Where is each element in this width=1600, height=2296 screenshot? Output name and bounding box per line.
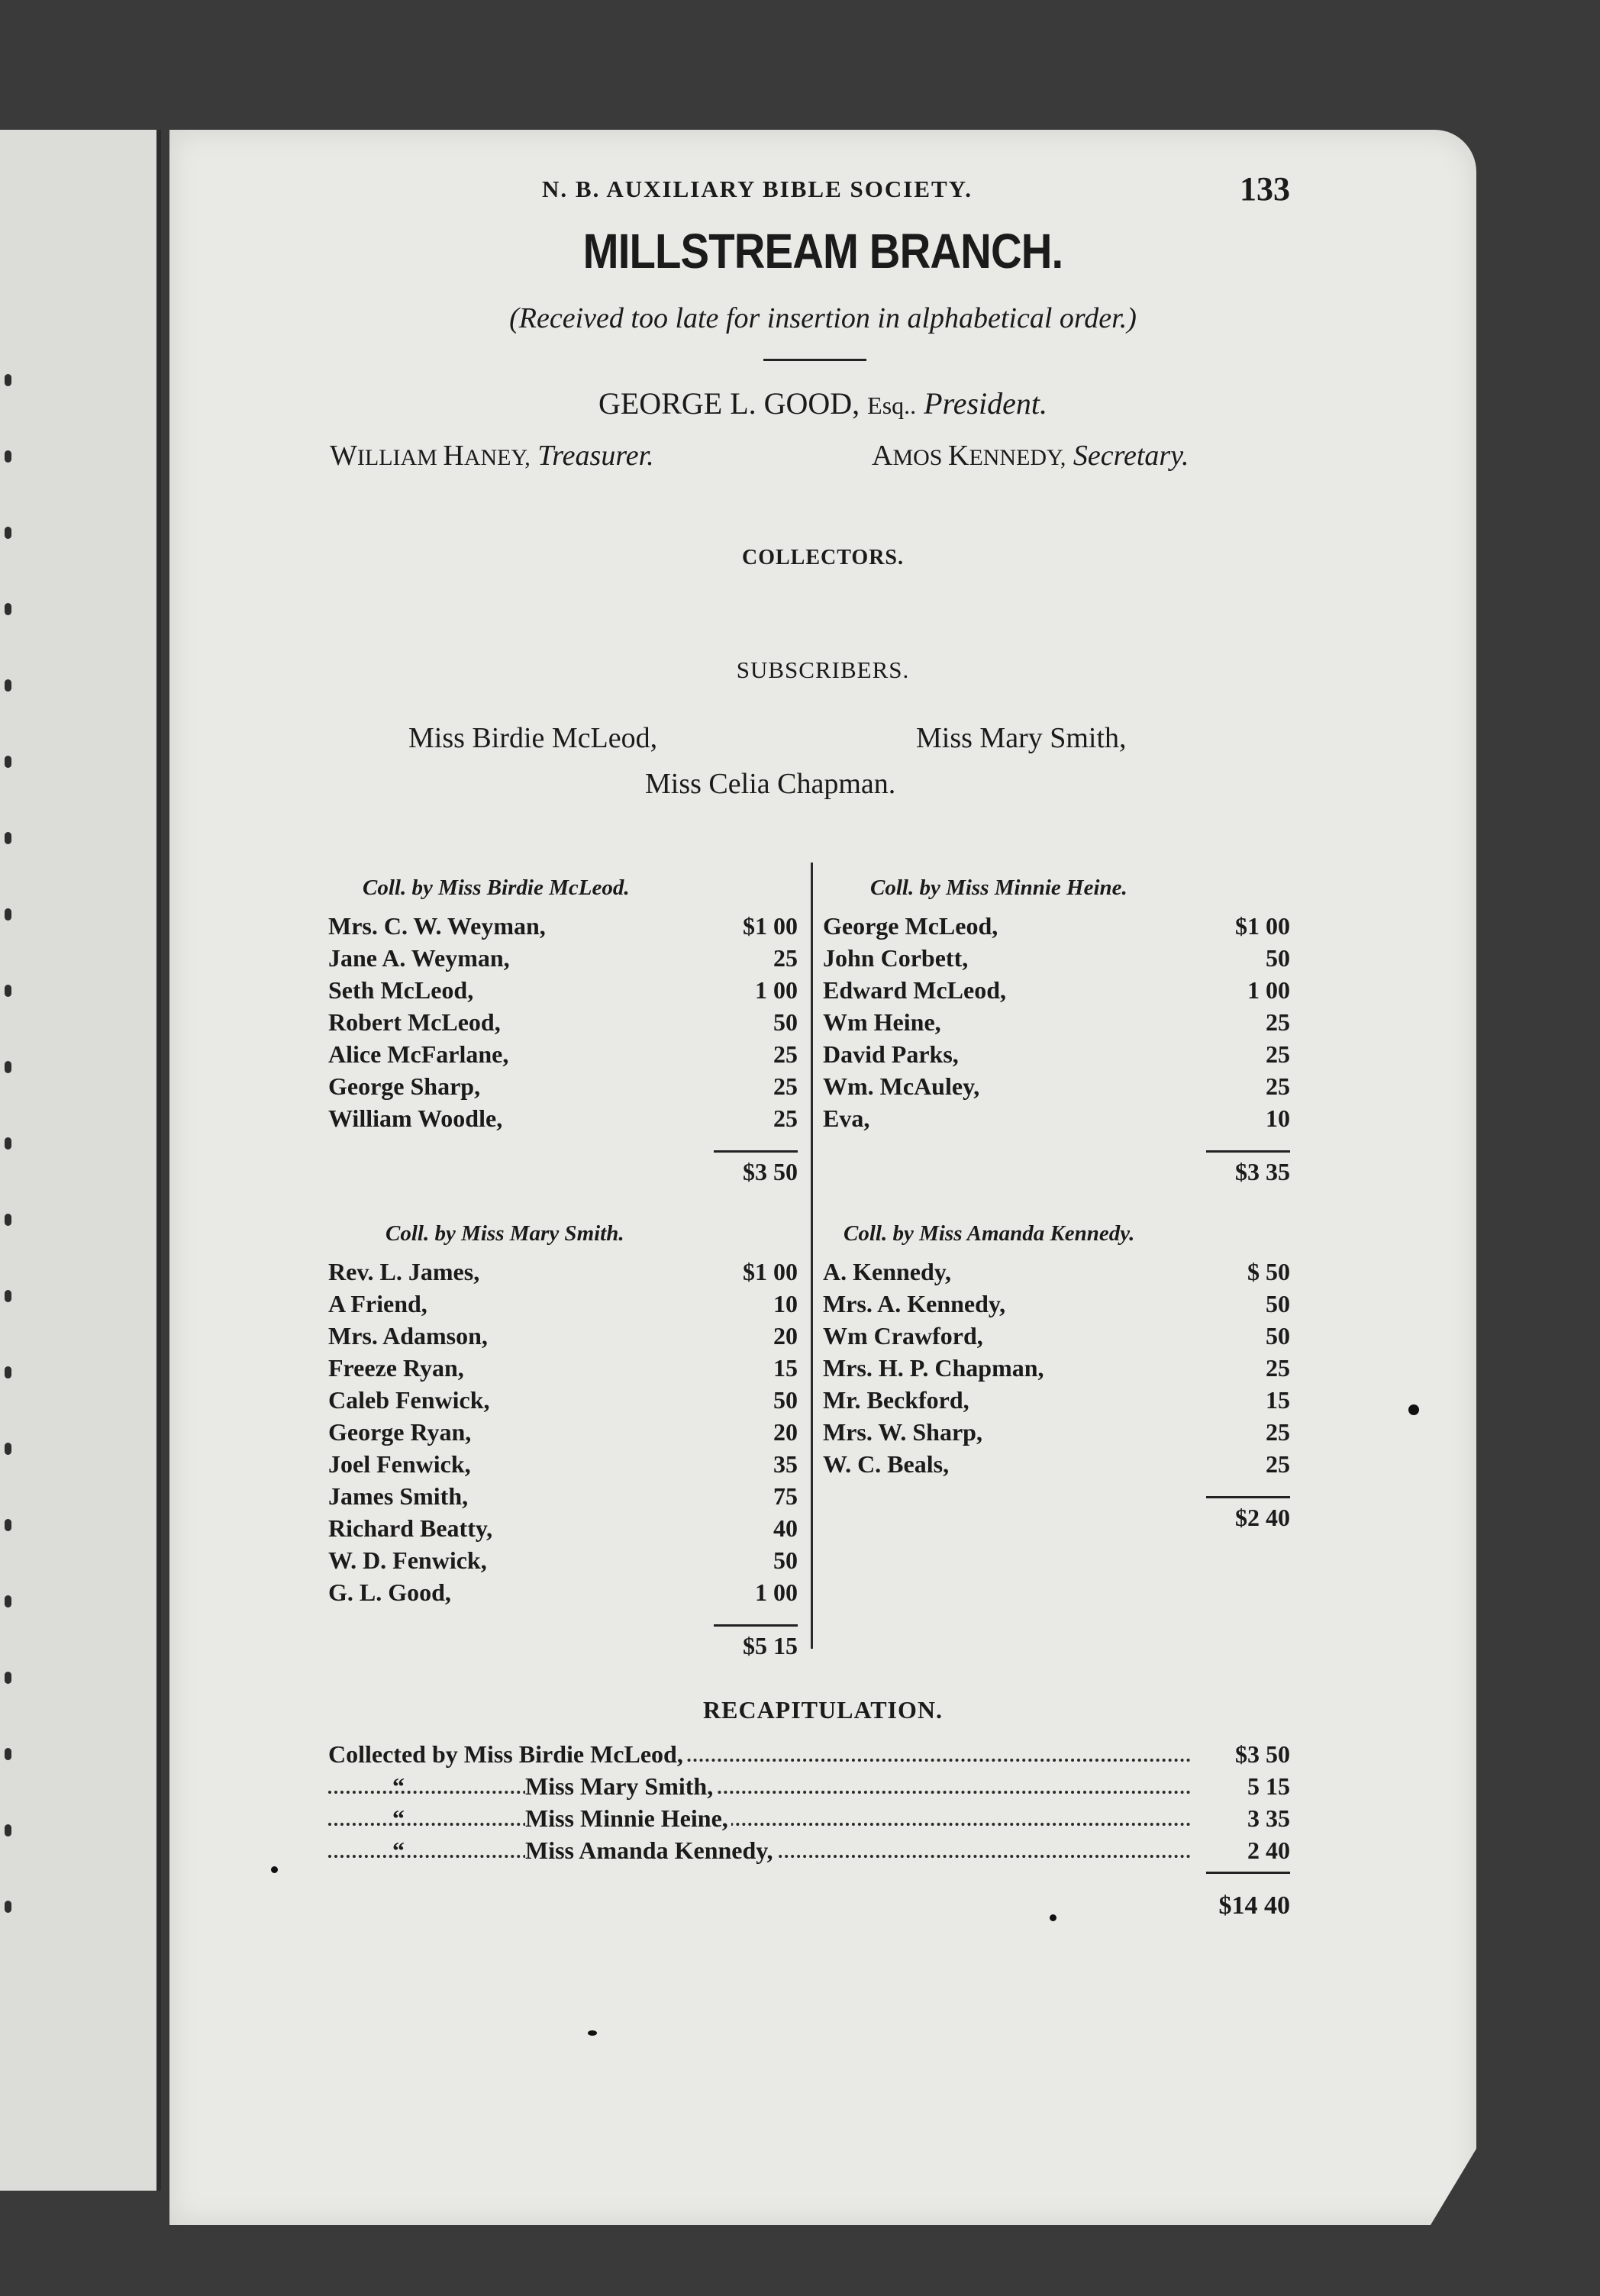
ledger-row bbox=[823, 1072, 1290, 1104]
subscriber-name: George Ryan, bbox=[328, 1418, 472, 1446]
ledger-row bbox=[823, 1322, 1290, 1354]
binding-hole bbox=[5, 1290, 11, 1302]
subscriber-amount: 50 bbox=[1266, 1322, 1290, 1350]
subscriber-amount: 50 bbox=[773, 1546, 798, 1574]
total-amount: $5 15 bbox=[743, 1632, 798, 1659]
ledger-row bbox=[328, 1040, 798, 1072]
treasurer-last-rest: ANEY, bbox=[463, 445, 531, 470]
subscriber-amount: 10 bbox=[773, 1290, 798, 1317]
subscriber-amount: 25 bbox=[1266, 1418, 1290, 1446]
ledger-row bbox=[328, 1514, 798, 1546]
binding-hole bbox=[5, 908, 11, 921]
subscriber-name: George Sharp, bbox=[328, 1072, 481, 1100]
group-heading: Coll. by Miss Amanda Kennedy. bbox=[844, 1221, 1135, 1246]
subscriber-amount: 1 00 bbox=[1247, 976, 1290, 1004]
ledger-row bbox=[823, 976, 1290, 1008]
page-title: MILLSTREAM BRANCH. bbox=[582, 224, 1063, 279]
subscriber-amount: 25 bbox=[773, 1104, 798, 1132]
subscriber-amount: 25 bbox=[1266, 1354, 1290, 1382]
ledger-row bbox=[823, 1418, 1290, 1450]
ledger-row bbox=[328, 1354, 798, 1386]
subscriber-amount: $1 00 bbox=[743, 1258, 798, 1285]
subscriber-name: George McLeod, bbox=[823, 912, 998, 940]
ledger-row bbox=[328, 1546, 798, 1578]
subscriber-amount: 40 bbox=[773, 1514, 798, 1542]
president-honorific: Esq.. bbox=[867, 392, 917, 419]
binding-hole bbox=[5, 756, 11, 768]
recap-prefix: Collected by bbox=[328, 1740, 458, 1768]
ledger-row bbox=[328, 1418, 798, 1450]
ledger-row bbox=[328, 1258, 798, 1290]
collector-ledger bbox=[328, 912, 798, 1188]
subscriber-name: Wm Crawford, bbox=[823, 1322, 983, 1350]
ledger-row bbox=[328, 1482, 798, 1514]
subscriber-name: A Friend, bbox=[328, 1290, 427, 1317]
subscriber-name: James Smith, bbox=[328, 1482, 469, 1510]
treasurer-role: Treasurer. bbox=[537, 440, 654, 472]
recap-row bbox=[328, 1836, 1290, 1867]
subscriber-amount: $1 00 bbox=[743, 912, 798, 940]
subscriber-name: Robert McLeod, bbox=[328, 1008, 501, 1036]
subscriber-amount: 25 bbox=[1266, 1040, 1290, 1068]
subscriber-amount: 25 bbox=[1266, 1072, 1290, 1100]
recap-collector: Miss Amanda Kennedy, bbox=[525, 1836, 776, 1865]
total-rule bbox=[1206, 1150, 1290, 1153]
president-role: President. bbox=[924, 386, 1047, 421]
total-rule bbox=[1206, 1496, 1290, 1498]
ledger-row bbox=[328, 1072, 798, 1104]
subscriber-name: Jane A. Weyman, bbox=[328, 944, 510, 972]
ledger-row bbox=[328, 1578, 798, 1611]
ledger-row bbox=[328, 912, 798, 944]
page-corner bbox=[1431, 2149, 1476, 2225]
ink-speck bbox=[588, 2030, 597, 2036]
binding-hole bbox=[5, 832, 11, 844]
ledger-row bbox=[823, 1354, 1290, 1386]
ledger-row bbox=[328, 1386, 798, 1418]
ledger-total bbox=[823, 1150, 1290, 1188]
collector-ledger bbox=[328, 1258, 798, 1662]
ditto-mark: “ bbox=[392, 1772, 405, 1800]
subscriber-amount: 25 bbox=[1266, 1008, 1290, 1036]
collector-ledger bbox=[823, 912, 1290, 1188]
subscriber-amount: 15 bbox=[1266, 1386, 1290, 1414]
binding-hole bbox=[5, 1366, 11, 1379]
page-number: 133 bbox=[1240, 170, 1290, 208]
binding-hole bbox=[5, 1214, 11, 1226]
subscriber-name: Mrs. Adamson, bbox=[328, 1322, 488, 1350]
subscriber-name: John Corbett, bbox=[823, 944, 969, 972]
recap-collector: Miss Birdie McLeod, bbox=[463, 1740, 683, 1768]
subscriber-name: Eva, bbox=[823, 1104, 870, 1132]
subscriber-name: Seth McLeod, bbox=[328, 976, 474, 1004]
subscriber-name: Wm. McAuley, bbox=[823, 1072, 980, 1100]
secretary-last-initial: K bbox=[947, 440, 969, 472]
ledger-row bbox=[328, 1008, 798, 1040]
binding-hole bbox=[5, 1901, 11, 1913]
subscriber-amount: 50 bbox=[1266, 1290, 1290, 1317]
ledger-row bbox=[823, 944, 1290, 976]
ledger-row bbox=[328, 1322, 798, 1354]
ledger-total bbox=[328, 1150, 798, 1188]
subscriber-amount: 15 bbox=[773, 1354, 798, 1382]
ledger-row bbox=[328, 976, 798, 1008]
recap-row bbox=[328, 1804, 1290, 1835]
subscriber-name: David Parks, bbox=[823, 1040, 959, 1068]
collector-name: Miss Mary Smith, bbox=[916, 722, 1127, 754]
secretary-last-rest: ENNEDY, bbox=[969, 445, 1066, 470]
title-rule bbox=[763, 359, 866, 361]
treasurer-last-initial: H bbox=[443, 440, 464, 472]
ledger-row bbox=[328, 1104, 798, 1137]
subscriber-amount: 1 00 bbox=[755, 976, 798, 1004]
recap-grand-total: $14 40 bbox=[1218, 1891, 1290, 1920]
recap-collector: Miss Mary Smith, bbox=[525, 1772, 716, 1801]
ditto-mark: “ bbox=[392, 1836, 405, 1864]
ledger-row bbox=[823, 1290, 1290, 1322]
subscriber-amount: 75 bbox=[773, 1482, 798, 1510]
binding-hole bbox=[5, 1137, 11, 1150]
group-heading: Coll. by Miss Minnie Heine. bbox=[870, 876, 1127, 900]
subscriber-amount: 35 bbox=[773, 1450, 798, 1478]
ledger-row bbox=[328, 944, 798, 976]
page-subtitle: (Received too late for insertion in alphabetical order.) bbox=[509, 302, 1137, 334]
ledger-row bbox=[823, 1104, 1290, 1137]
collector-name: Miss Birdie McLeod, bbox=[408, 722, 658, 754]
subscriber-name: A. Kennedy, bbox=[823, 1258, 952, 1285]
subscriber-amount: 20 bbox=[773, 1418, 798, 1446]
subscriber-amount: 50 bbox=[773, 1386, 798, 1414]
ledger-row bbox=[328, 1450, 798, 1482]
subscriber-name: W. D. Fenwick, bbox=[328, 1546, 487, 1574]
total-rule bbox=[714, 1150, 798, 1153]
ledger-row bbox=[823, 1258, 1290, 1290]
running-head bbox=[374, 170, 1290, 214]
binding-hole bbox=[5, 374, 11, 386]
binding-hole bbox=[5, 603, 11, 615]
ledger-row bbox=[823, 1040, 1290, 1072]
secretary-initial: A bbox=[872, 440, 893, 472]
total-rule bbox=[714, 1624, 798, 1627]
ditto-mark: “ bbox=[392, 1804, 405, 1832]
binding-hole bbox=[5, 1443, 11, 1455]
binding-hole bbox=[5, 1595, 11, 1608]
treasurer-name-rest: ILLIAM bbox=[356, 445, 444, 470]
secretary-line bbox=[872, 439, 1189, 472]
secretary-name-rest: MOS bbox=[892, 445, 948, 470]
total-amount: $3 50 bbox=[743, 1158, 798, 1185]
recap-amount: 3 35 bbox=[1247, 1804, 1290, 1832]
subscriber-name: Alice McFarlane, bbox=[328, 1040, 509, 1068]
subscriber-amount: 50 bbox=[773, 1008, 798, 1036]
binding-hole bbox=[5, 450, 11, 463]
recap-total-rule bbox=[1206, 1872, 1290, 1874]
subscriber-name: Freeze Ryan, bbox=[328, 1354, 464, 1382]
ledger-total bbox=[328, 1624, 798, 1662]
recap-amount: 2 40 bbox=[1247, 1836, 1290, 1864]
collector-name: Miss Celia Chapman. bbox=[645, 768, 896, 800]
recap-amount: $3 50 bbox=[1235, 1740, 1290, 1768]
subscriber-name: Mrs. C. W. Weyman, bbox=[328, 912, 546, 940]
column-divider bbox=[811, 863, 813, 1649]
recapitulation-heading: RECAPITULATION. bbox=[703, 1696, 943, 1724]
recap-row bbox=[328, 1740, 1290, 1771]
group-heading: Coll. by Miss Mary Smith. bbox=[385, 1221, 624, 1246]
ink-speck bbox=[1408, 1404, 1419, 1415]
total-amount: $3 35 bbox=[1235, 1158, 1290, 1185]
subscriber-name: Mr. Beckford, bbox=[823, 1386, 969, 1414]
binding-hole bbox=[5, 1519, 11, 1531]
president-line bbox=[169, 385, 1476, 421]
treasurer-line bbox=[330, 439, 654, 472]
subscriber-name: Richard Beatty, bbox=[328, 1514, 493, 1542]
binding-hole bbox=[5, 527, 11, 539]
subscriber-amount: 50 bbox=[1266, 944, 1290, 972]
subscribers-heading: SUBSCRIBERS. bbox=[736, 656, 910, 683]
ledger-row bbox=[823, 1450, 1290, 1482]
ledger-total bbox=[823, 1496, 1290, 1534]
treasurer-initial: W bbox=[330, 440, 357, 472]
binding-hole bbox=[5, 1748, 11, 1760]
facing-page-edge bbox=[0, 130, 161, 2191]
subscriber-name: W. C. Beals, bbox=[823, 1450, 950, 1478]
ledger-row bbox=[823, 912, 1290, 944]
subscriber-amount: $ 50 bbox=[1247, 1258, 1290, 1285]
subscriber-amount: 1 00 bbox=[755, 1578, 798, 1606]
ledger-row bbox=[823, 1008, 1290, 1040]
subscriber-name: G. L. Good, bbox=[328, 1578, 451, 1606]
group-heading: Coll. by Miss Birdie McLeod. bbox=[363, 876, 630, 900]
binding-hole bbox=[5, 1824, 11, 1836]
subscriber-name: Rev. L. James, bbox=[328, 1258, 480, 1285]
binding-hole bbox=[5, 679, 11, 692]
binding-hole bbox=[5, 1672, 11, 1684]
subscriber-name: Mrs. W. Sharp, bbox=[823, 1418, 982, 1446]
subscriber-name: Joel Fenwick, bbox=[328, 1450, 471, 1478]
secretary-role: Secretary. bbox=[1073, 440, 1189, 472]
recap-amount: 5 15 bbox=[1247, 1772, 1290, 1800]
collectors-heading: COLLECTORS. bbox=[742, 546, 904, 569]
subscriber-amount: 20 bbox=[773, 1322, 798, 1350]
subscriber-amount: $1 00 bbox=[1235, 912, 1290, 940]
ledger-row bbox=[328, 1290, 798, 1322]
recap-collector: Miss Minnie Heine, bbox=[525, 1804, 731, 1833]
subscriber-name: William Woodle, bbox=[328, 1104, 503, 1132]
ink-speck bbox=[271, 1866, 278, 1873]
leader-dots bbox=[328, 1791, 1191, 1794]
recap-label bbox=[328, 1740, 686, 1769]
subscriber-amount: 25 bbox=[773, 944, 798, 972]
binding-hole bbox=[5, 1061, 11, 1073]
president-name: GEORGE L. GOOD, bbox=[598, 386, 860, 421]
running-title: N. B. AUXILIARY BIBLE SOCIETY. bbox=[542, 176, 973, 202]
subscriber-name: Wm Heine, bbox=[823, 1008, 941, 1036]
subscriber-amount: 25 bbox=[1266, 1450, 1290, 1478]
subscriber-name: Mrs. A. Kennedy, bbox=[823, 1290, 1006, 1317]
leader-dots bbox=[328, 1823, 1191, 1826]
subscriber-amount: 25 bbox=[773, 1072, 798, 1100]
subscriber-amount: 10 bbox=[1266, 1104, 1290, 1132]
subscriber-name: Edward McLeod, bbox=[823, 976, 1006, 1004]
recap-row bbox=[328, 1772, 1290, 1803]
subscriber-name: Caleb Fenwick, bbox=[328, 1386, 490, 1414]
collector-ledger bbox=[823, 1258, 1290, 1534]
subscriber-amount: 25 bbox=[773, 1040, 798, 1068]
binding-hole bbox=[5, 985, 11, 997]
ledger-row bbox=[823, 1386, 1290, 1418]
total-amount: $2 40 bbox=[1235, 1504, 1290, 1531]
subscriber-name: Mrs. H. P. Chapman, bbox=[823, 1354, 1044, 1382]
ink-speck bbox=[1050, 1914, 1056, 1921]
